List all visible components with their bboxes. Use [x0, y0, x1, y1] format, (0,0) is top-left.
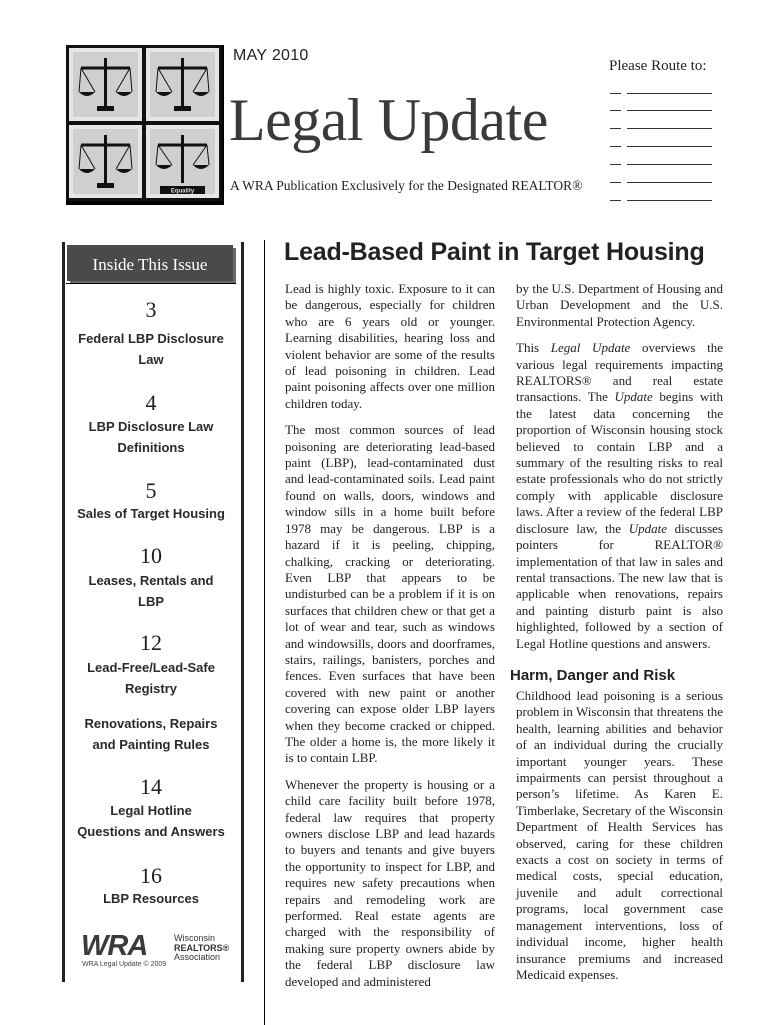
article-column-2 — [516, 281, 723, 652]
route-line[interactable] — [610, 179, 712, 201]
toc-page-number: 5 — [145, 478, 157, 503]
toc-item-federal-lbp-disclosure[interactable]: Federal LBP Disclosure Law — [78, 331, 224, 367]
inside-this-issue-header — [62, 242, 238, 284]
scales-tile-1 — [69, 48, 142, 121]
scales-tile-2 — [146, 48, 219, 121]
toc-item-lbp-definitions[interactable]: LBP Disclosure Law Definitions — [88, 419, 214, 455]
wra-logo: WRA — [81, 930, 148, 962]
scales-icon — [146, 125, 219, 198]
route-label: Please Route to: — [609, 58, 707, 74]
column-divider — [264, 240, 265, 1025]
scales-tile-4 — [146, 125, 219, 198]
toc-page-number: 4 — [145, 390, 157, 415]
paragraph: Lead is highly toxic. Exposure to it can be dangerous, especially for children who are 6 years old or younger. Learning disabilities, hearing loss and violent behavior are some of the results of lead poisoning in children. Lead paint poisoning affects over one million children today. — [285, 281, 495, 411]
toc-page-number: 3 — [145, 297, 157, 322]
article-title: Lead-Based Paint in Target Housing — [284, 238, 705, 266]
toc-page-number: 14 — [140, 774, 162, 799]
newsletter-subtitle: A WRA Publication Exclusively for the Designated REALTOR® — [230, 178, 583, 193]
scales-icon — [69, 48, 142, 121]
toc-item-lbp-resources[interactable]: LBP Resources — [103, 891, 199, 906]
logo-tile-text: Equality — [170, 188, 195, 195]
issue-date: MAY 2010 — [233, 47, 309, 64]
scales-tile-3 — [69, 125, 142, 198]
toc-item-sales-target-housing[interactable]: Sales of Target Housing — [77, 506, 225, 521]
toc-item-renovations-rules[interactable]: Renovations, Repairs and Painting Rules — [84, 716, 218, 752]
scales-icon — [69, 125, 142, 198]
toc-item-legal-hotline[interactable]: Legal Hotline Questions and Answers — [77, 803, 225, 839]
paragraph: Childhood lead poisoning is a serious problem in Wisconsin that threatens the health, learning abilities and behavior of an individual during the crucially important younger years. These impairments can persist throughout a person’s lifetime. As Karen E. Timberlake, Secretary of the Wisconsin Department of Health Services has observed, caring for these children exacts a cost on society in terms of medical costs, special education, juvenile and adult correctional programs, local government case management interventions, loss of individual income, higher health insurance premiums and increased Medicaid expenses. — [516, 688, 723, 982]
masthead-divider-vertical — [222, 45, 224, 205]
sidebar-divider — [66, 283, 236, 284]
masthead-divider-horizontal — [66, 201, 222, 205]
toc-page-number: 12 — [140, 630, 162, 655]
article-column-1 — [285, 281, 495, 990]
masthead-logo — [66, 45, 222, 201]
copyright-notice: WRA Legal Update © 2009 — [82, 961, 167, 968]
wra-org-name: Wisconsin REALTORS® Association — [174, 933, 230, 962]
paragraph: Whenever the property is housing or a child care facility built before 1978, federal law requires that property owners disclose LBP and lead hazards to buyers and tenants and give buyers the opportunity to inspect for LBP, and requires new safety precautions when repairs and remodeling work are performed. Real estate agents are charged with the responsibility of making sure property owners abide by the federal LBP disclosure law developed and administered — [285, 776, 495, 989]
paragraph: This Legal Update overviews the various legal requirements impacting REALTORS® and real estate transactions. The Update begins with the latest data concerning the proportion of Wisconsin housing stock believed to contain LBP and a summary of the resulting risks to real estate professionals who do not strictly comply with applicable disclosure laws. After a review of the federal LBP disclosure law, the Update discusses pointers for REALTOR® implementation of that law in sales and rental transactions. The new law that is applicable when renovations, repairs and painting disturb paint is also highlighted, followed by a section of Legal Hotline questions and answers. — [516, 340, 723, 651]
toc-page-number: 10 — [140, 543, 162, 568]
newsletter-title: Legal Update — [229, 87, 548, 153]
toc-item-leases-rentals[interactable]: Leases, Rentals and LBP — [88, 573, 214, 609]
section-heading-harm: Harm, Danger and Risk — [510, 667, 676, 684]
article-column-2-continued — [516, 688, 723, 983]
paragraph: by the U.S. Department of Housing and Urban Development and the U.S. Environmental Protection Agency. — [516, 281, 723, 329]
toc-page-number: 16 — [140, 863, 162, 888]
inside-this-issue-label: Inside This Issue — [92, 255, 208, 274]
paragraph: The most common sources of lead poisoning are deteriorating lead-based paint (LBP), lead-contaminated dust and lead-contaminated soils. Lead paint found on walls, doors, windows and window sills in a home built before 1978 may be dangerous. LBP is a hazard if it is peeling, chipping, chalking, cracking or deteriorating. Even LBP that appears to be undisturbed can be a problem if it is on surfaces that children chew or that get a lot of wear and tear, such as windows and windowsills, doors and doorframes, stairs, railings, banisters, porches and fences. Even surfaces that have been covered with new paint or another covering can expose older LBP layers when they become cracked or chipped. The older a home is, the more likely it is to contain LBP. — [285, 422, 495, 766]
scales-icon — [146, 48, 219, 121]
toc-item-lead-free-registry[interactable]: Lead-Free/Lead-Safe Registry — [87, 660, 215, 696]
